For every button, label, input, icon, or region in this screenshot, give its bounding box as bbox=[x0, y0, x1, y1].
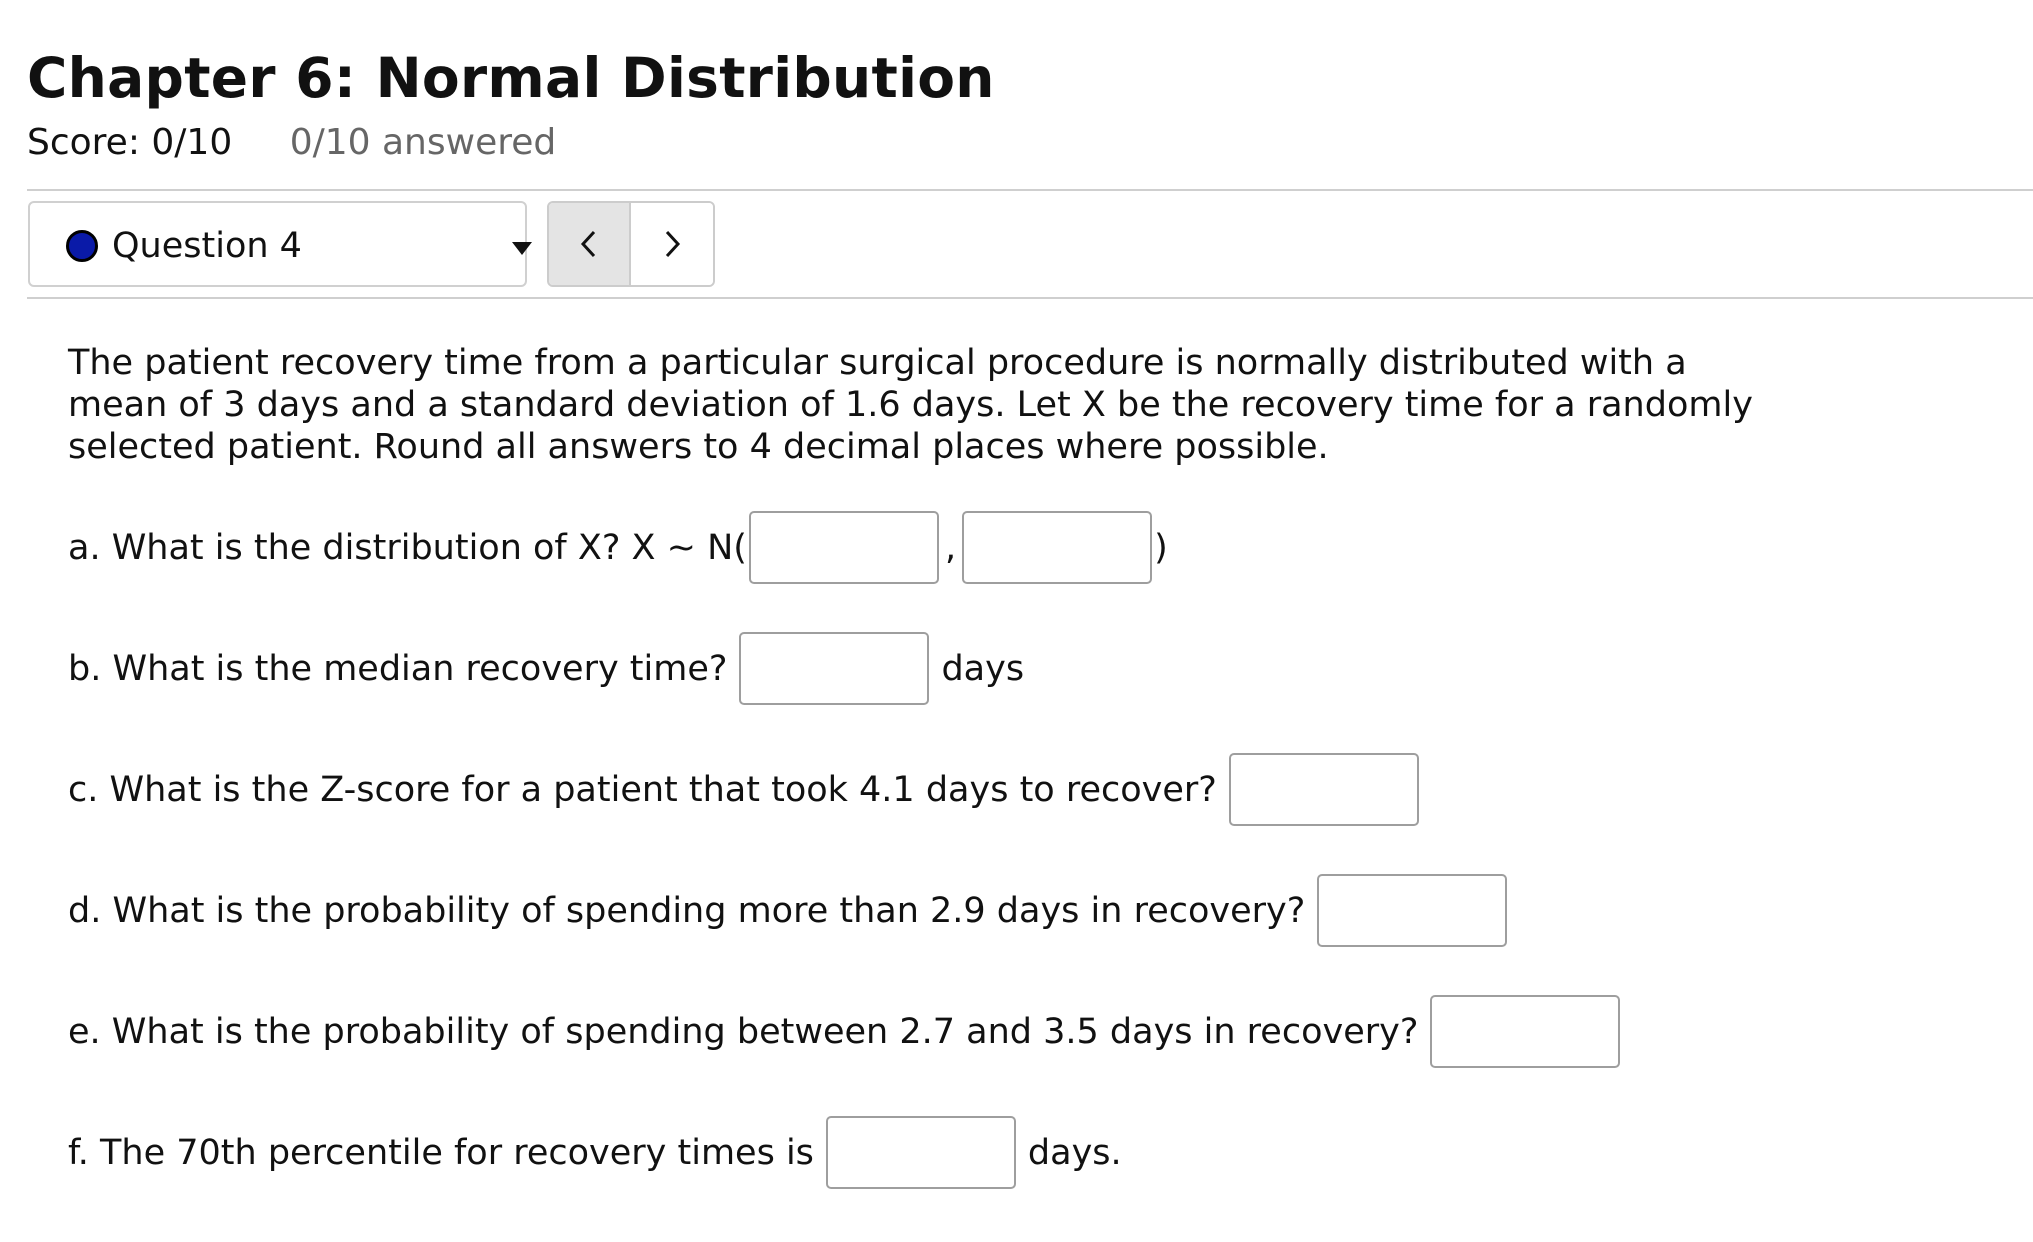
question-body bbox=[68, 342, 1768, 468]
part-a-close-paren: ) bbox=[1154, 527, 1168, 568]
part-d-text: d. What is the probability of spending more than 2.9 days in recovery? bbox=[68, 890, 1306, 931]
part-c-text: c. What is the Z-score for a patient that took 4.1 days to recover? bbox=[68, 769, 1217, 810]
answered-count: 0/10 answered bbox=[289, 122, 557, 163]
next-question-button[interactable] bbox=[631, 203, 713, 285]
part-c bbox=[68, 753, 1419, 826]
part-a-separator: , bbox=[944, 527, 957, 568]
part-e bbox=[68, 995, 1620, 1068]
part-c-answer-input[interactable] bbox=[1229, 753, 1419, 826]
part-f-answer-input[interactable] bbox=[826, 1116, 1016, 1189]
divider-top bbox=[27, 189, 2033, 191]
part-b bbox=[68, 632, 1024, 705]
question-selector[interactable] bbox=[28, 201, 527, 287]
part-a-mean-input[interactable] bbox=[749, 511, 939, 584]
dropdown-caret-icon bbox=[512, 242, 532, 255]
part-e-text: e. What is the probability of spending between 2.7 and 3.5 days in recovery? bbox=[68, 1011, 1419, 1052]
chevron-left-icon bbox=[578, 229, 600, 259]
previous-question-button[interactable] bbox=[549, 203, 631, 285]
part-b-unit: days bbox=[941, 648, 1025, 689]
question-prompt: The patient recovery time from a particular surgical procedure is normally distributed with a mean of 3 days and a standard deviation of 1.6 days. Let X be the recovery time for a randomly selected patient. Round all answers to 4 decimal places where possible. bbox=[68, 343, 1753, 467]
part-f bbox=[68, 1116, 1122, 1189]
page-title: Chapter 6: Normal Distribution bbox=[27, 46, 995, 110]
chevron-right-icon bbox=[661, 229, 683, 259]
part-d bbox=[68, 874, 1507, 947]
part-f-text: f. The 70th percentile for recovery times is bbox=[68, 1132, 814, 1173]
divider-bottom bbox=[27, 297, 2033, 299]
score-text: Score: 0/10 bbox=[27, 122, 233, 163]
part-b-text: b. What is the median recovery time? bbox=[68, 648, 728, 689]
part-a-sd-input[interactable] bbox=[962, 511, 1152, 584]
part-a bbox=[68, 511, 1168, 584]
part-b-answer-input[interactable] bbox=[739, 632, 929, 705]
question-nav-buttons bbox=[547, 201, 715, 287]
score-row bbox=[27, 122, 556, 163]
part-f-unit: days. bbox=[1027, 1132, 1122, 1173]
part-a-text: a. What is the distribution of X? X ~ N( bbox=[68, 527, 747, 568]
part-d-answer-input[interactable] bbox=[1317, 874, 1507, 947]
part-e-answer-input[interactable] bbox=[1430, 995, 1620, 1068]
question-selector-label: Question 4 bbox=[112, 226, 302, 266]
question-status-dot-icon bbox=[66, 230, 98, 262]
